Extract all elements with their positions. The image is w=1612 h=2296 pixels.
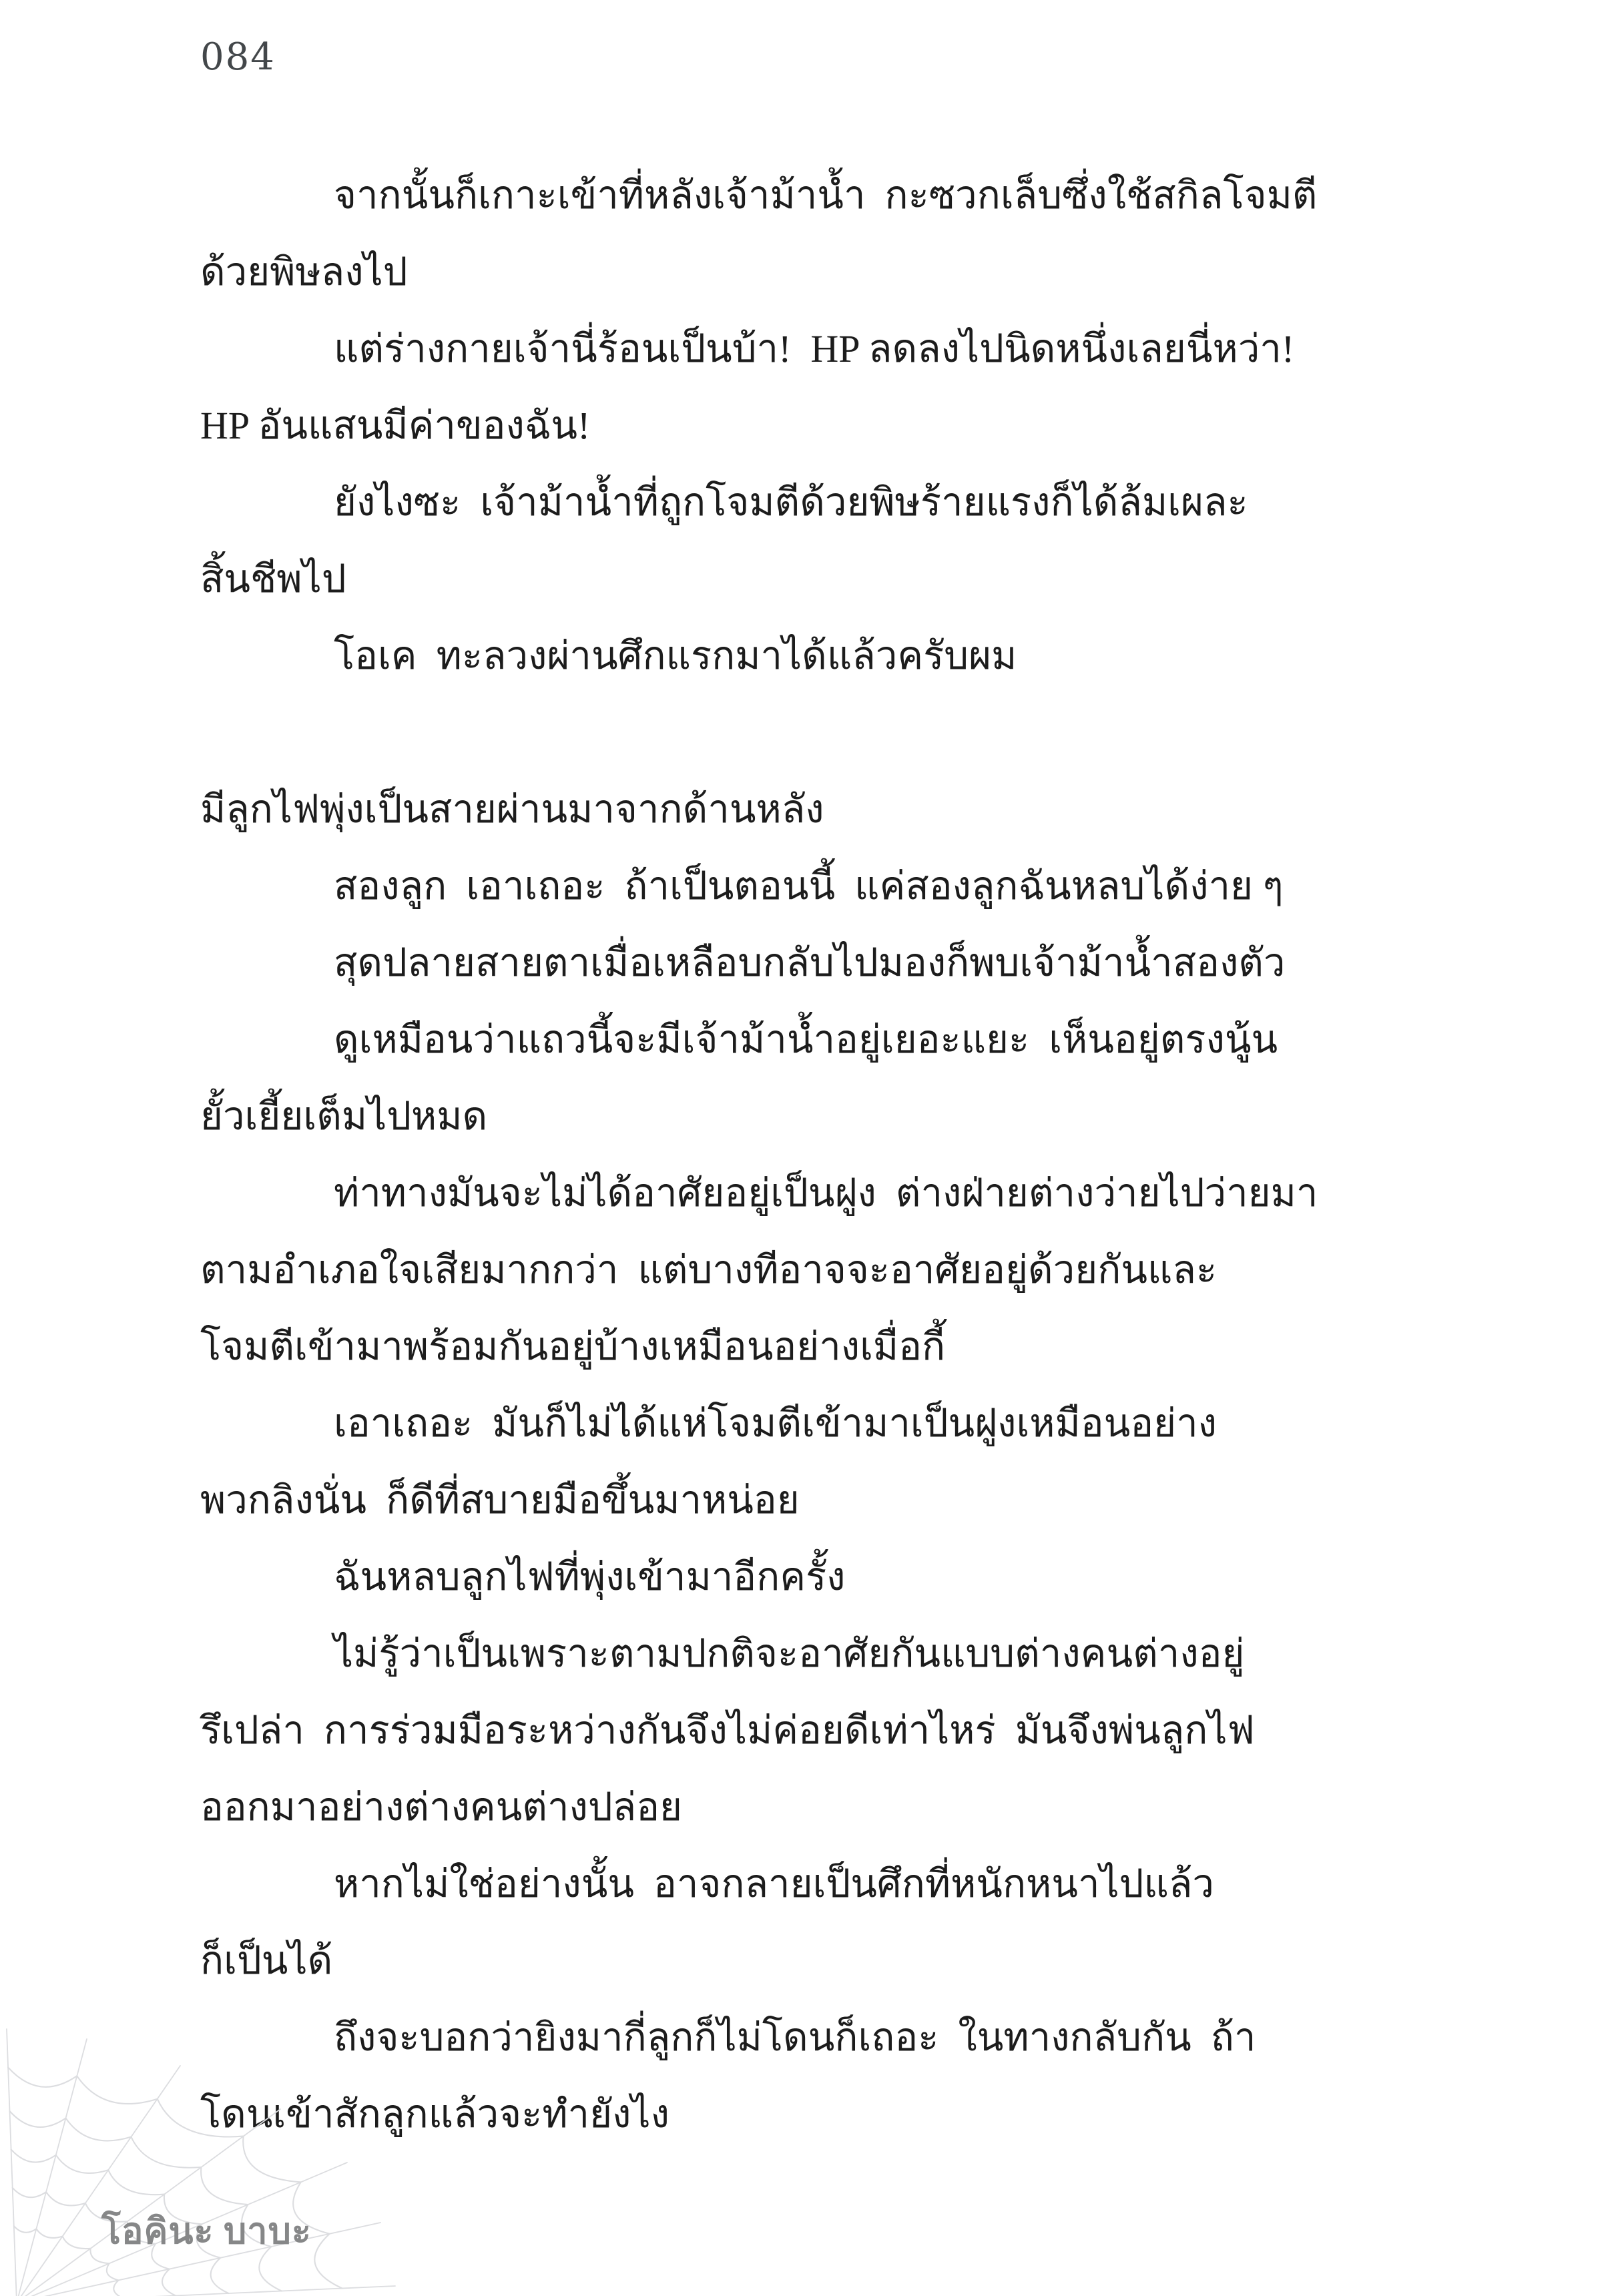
text-line: โอเค ทะลวงผ่านศึกแรกมาได้แล้วครับผม (334, 634, 1017, 677)
text-line: จากนั้นก็เกาะเข้าที่หลังเจ้าม้าน้ำ กะซวกเล็บซึ่งใช้สกิลโจมตี (334, 174, 1318, 217)
spider-web-thread (17, 2066, 180, 2296)
text-line: HP อันแสนมีค่าของฉัน! (200, 404, 591, 447)
text-line: ท่าทางมันจะไม่ได้อาศัยอยู่เป็นฝูง ต่างฝ่ายต่างว่ายไปว่ายมา (334, 1171, 1318, 1215)
text-line: ก็เป็นได้ (200, 1939, 333, 1982)
text-line: หากไม่ใช่อย่างนั้น อาจกลายเป็นศึกที่หนักหนาไปแล้ว (334, 1862, 1214, 1906)
text-line: พวกลิงนั่น ก็ดีที่สบายมือขึ้นมาหน่อย (200, 1478, 800, 1522)
text-line: โดนเข้าสักลูกแล้วจะทำยังไง (200, 2092, 669, 2136)
text-line: สุดปลายสายตาเมื่อเหลือบกลับไปมองก็พบเจ้าม้าน้ำสองตัว (334, 941, 1286, 984)
text-line: สองลูก เอาเถอะ ถ้าเป็นตอนนี้ แค่สองลูกฉันหลบได้ง่าย ๆ (334, 864, 1284, 908)
text-line: ไม่รู้ว่าเป็นเพราะตามปกติจะอาศัยกันแบบต่างคนต่างอยู่ (334, 1632, 1245, 1675)
spider-web-thread (7, 2029, 17, 2296)
text-line: ดูเหมือนว่าแถวนี้จะมีเจ้าม้าน้ำอยู่เยอะแยะ เห็นอยู่ตรงนู้น (334, 1018, 1278, 1061)
page-number: 084 (200, 35, 276, 79)
text-line: ด้วยพิษลงไป (200, 250, 408, 294)
text-line: ถึงจะบอกว่ายิงมากี่ลูกก็ไม่โดนก็เถอะ ในทางกลับกัน ถ้า (334, 2016, 1256, 2059)
body-text (200, 157, 1412, 2152)
spider-web-thread (17, 2286, 395, 2296)
text-line: แต่ร่างกายเจ้านี่ร้อนเป็นบ้า! HP ลดลงไปนิดหนึ่งเลยนี่หว่า! (334, 327, 1295, 370)
text-line: ฉันหลบลูกไฟที่พุ่งเข้ามาอีกครั้ง (334, 1555, 846, 1599)
text-line: ยังไงซะ เจ้าม้าน้ำที่ถูกโจมตีด้วยพิษร้ายแรงก็ได้ล้มเผละ (334, 481, 1248, 524)
text-line: มีลูกไฟพุ่งเป็นสายผ่านมาจากด้านหลัง (200, 788, 824, 831)
text-line: ตามอำเภอใจเสียมากกว่า แต่บางทีอาจจะอาศัยอยู่ด้วยกันและ (200, 1248, 1218, 1292)
text-line: เอาเถอะ มันก็ไม่ได้แห่โจมตีเข้ามาเป็นฝูงเหมือนอย่าง (334, 1402, 1217, 1445)
spider-web-thread (17, 2039, 87, 2296)
author-watermark: โอคินะ บาบะ (101, 2211, 312, 2251)
text-line: โจมตีเข้ามาพร้อมกันอยู่บ้างเหมือนอย่างเมื่อกี้ (200, 1325, 946, 1368)
blank-line (200, 694, 1412, 771)
text-line: สิ้นชีพไป (200, 557, 346, 601)
text-line: รึเปล่า การร่วมมือระหว่างกันจึงไม่ค่อยดีเท่าไหร่ มันจึงพ่นลูกไฟ (200, 1709, 1255, 1752)
text-line: ยั้วเยี้ยเต็มไปหมด (200, 1095, 488, 1138)
text-line: ออกมาอย่างต่างคนต่างปล่อย (200, 1785, 683, 1829)
